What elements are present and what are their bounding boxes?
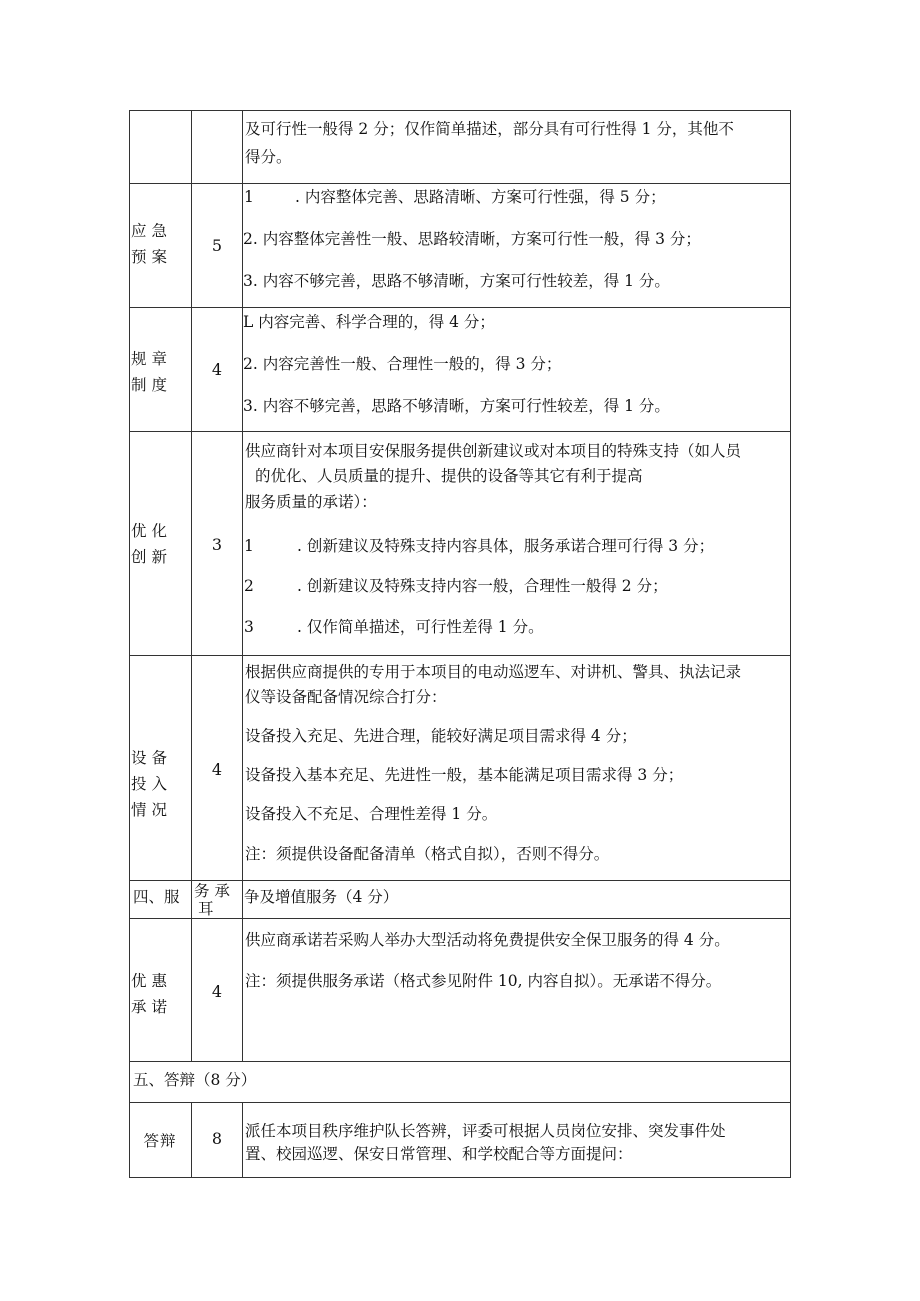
criterion-text: 设备投入充足、先进合理，能较好满足项目需求得 4 分； bbox=[245, 727, 637, 745]
category-discount: 优惠承诺 bbox=[131, 972, 173, 1016]
criterion-text: 置、校园巡逻、保安日常管理、和学校配合等方面提问： bbox=[245, 1145, 633, 1163]
category-emergency-plan: 应急预案 bbox=[131, 222, 173, 266]
intro-text: 供应商针对本项目安保服务提供创新建议或对本项目的特殊支持（如人员 bbox=[245, 442, 742, 460]
criterion-text: . 仅作简单描述，可行性差得 1 分。 bbox=[297, 618, 544, 636]
criterion-text: 设备投入不充足、合理性差得 1 分。 bbox=[245, 805, 498, 823]
row-divider bbox=[129, 307, 791, 308]
intro-text: 服务质量的承诺）： bbox=[245, 493, 377, 511]
column-divider bbox=[242, 110, 243, 1061]
row-divider bbox=[129, 431, 791, 432]
score-rules: 4 bbox=[211, 360, 223, 379]
category-defense: 答辩 bbox=[143, 1132, 177, 1150]
column-divider bbox=[242, 1102, 243, 1177]
row-divider bbox=[129, 655, 791, 656]
intro-text: 的优化、人员质量的提升、提供的设备等其它有利于提高 bbox=[255, 467, 643, 485]
table-border-left bbox=[129, 110, 130, 1177]
criterion-text: 供应商承诺若采购人举办大型活动将免费提供安全保卫服务的得 4 分。 bbox=[245, 931, 730, 949]
score-emergency-plan: 5 bbox=[211, 236, 223, 255]
note-text: 注：须提供服务承诺（格式参见附件 10, 内容自拟）。无承诺不得分。 bbox=[245, 972, 722, 990]
intro-text: 根据供应商提供的专用于本项目的电动巡逻车、对讲机、警具、执法记录 bbox=[245, 663, 742, 681]
row-divider bbox=[129, 183, 791, 184]
criterion-text: 2. 内容完善性一般、合理性一般的，得 3 分； bbox=[243, 355, 562, 373]
section-heading: 争及增值服务（4 分） bbox=[244, 888, 399, 906]
row-divider bbox=[129, 110, 791, 111]
score-discount: 4 bbox=[211, 982, 223, 1001]
category-innovation: 优化创新 bbox=[131, 522, 173, 566]
section-heading: 务 承 bbox=[194, 882, 230, 900]
score-defense: 8 bbox=[211, 1129, 223, 1148]
criterion-number: 2 bbox=[244, 577, 254, 595]
criterion-text: 2. 内容整体完善性一般、思路较清晰，方案可行性一般，得 3 分； bbox=[243, 230, 701, 248]
criterion-text: . 创新建议及特殊支持内容一般，合理性一般得 2 分； bbox=[297, 577, 668, 595]
continued-text: 得分。 bbox=[245, 148, 292, 166]
continued-text: 及可行性一般得 2 分；仅作简单描述，部分具有可行性得 1 分，其他不 bbox=[245, 120, 734, 138]
category-equipment: 设备投入情况 bbox=[131, 749, 173, 819]
category-rules: 规章制度 bbox=[131, 350, 173, 394]
criterion-text: L 内容完善、科学合理的，得 4 分； bbox=[243, 313, 495, 331]
criterion-text: 3. 内容不够完善，思路不够清晰，方案可行性较差，得 1 分。 bbox=[243, 397, 670, 415]
section-heading: 四、服 bbox=[133, 888, 180, 906]
criterion-text: . 内容整体完善、思路清晰、方案可行性强，得 5 分； bbox=[295, 188, 666, 206]
criterion-number: 3 bbox=[244, 618, 254, 636]
criterion-text: 3. 内容不够完善，思路不够清晰，方案可行性较差，得 1 分。 bbox=[243, 272, 670, 290]
row-divider bbox=[129, 1102, 791, 1103]
section-heading: 耳 bbox=[198, 900, 214, 918]
criterion-number: 1 bbox=[244, 188, 254, 206]
row-divider bbox=[129, 1177, 791, 1178]
criterion-number: 1 bbox=[244, 537, 254, 555]
intro-text: 仪等设备配备情况综合打分： bbox=[245, 688, 447, 706]
criterion-text: 派任本项目秩序维护队长答辨，评委可根据人员岗位安排、突发事件处 bbox=[245, 1122, 726, 1140]
criterion-text: 设备投入基本充足、先进性一般，基本能满足项目需求得 3 分； bbox=[245, 766, 684, 784]
table-border-right bbox=[790, 110, 791, 1177]
score-innovation: 3 bbox=[211, 535, 223, 554]
criterion-text: . 创新建议及特殊支持内容具体，服务承诺合理可行得 3 分； bbox=[297, 537, 715, 555]
row-divider bbox=[129, 1061, 791, 1062]
note-text: 注：须提供设备配备清单（格式自拟），否则不得分。 bbox=[245, 845, 610, 863]
score-equipment: 4 bbox=[211, 760, 223, 779]
section-heading: 五、答辩（8 分） bbox=[133, 1071, 257, 1089]
row-divider bbox=[129, 918, 791, 919]
